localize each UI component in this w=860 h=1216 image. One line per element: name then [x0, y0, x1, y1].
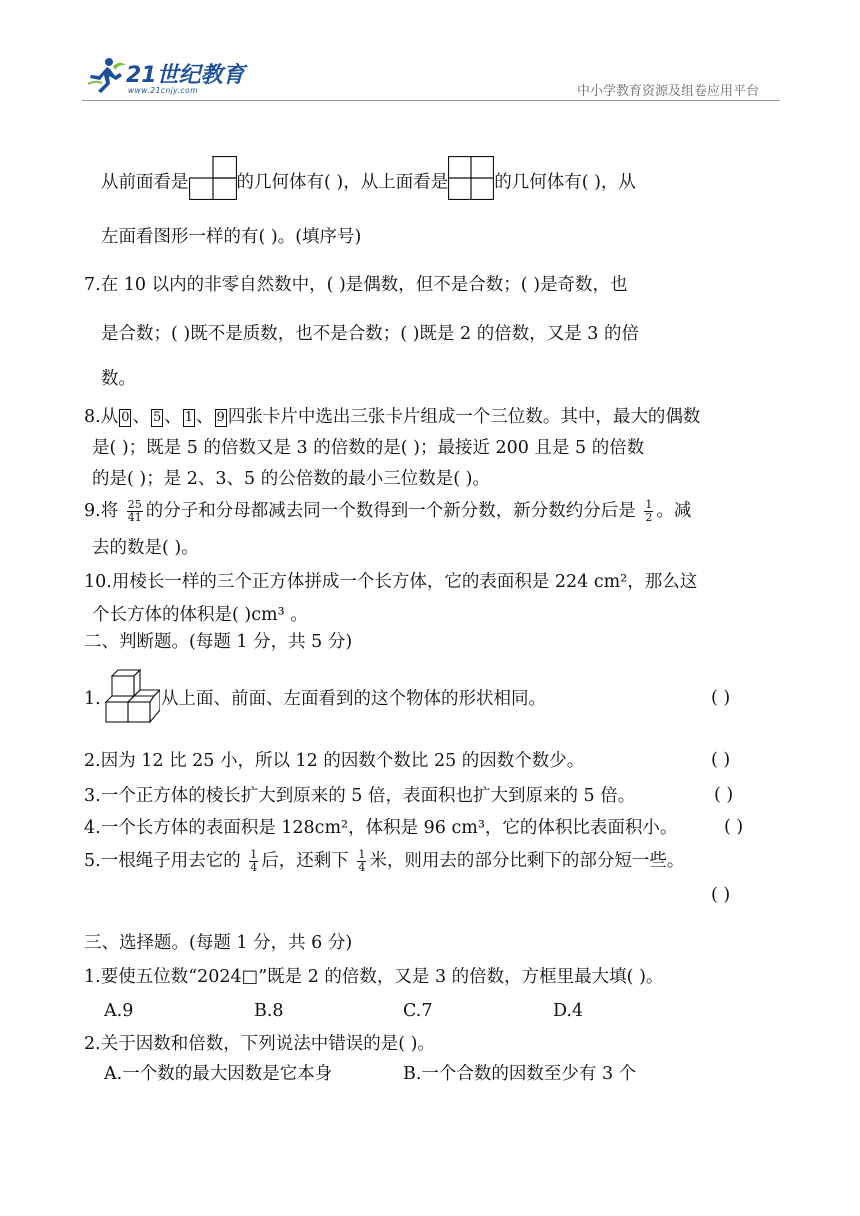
q8-line-2: 是( )；既是 5 的倍数又是 3 的倍数的是( )；最接近 200 且是 5 的倍数 — [92, 438, 645, 458]
q8-line-1: 8.从 0 、 5 、 1 、 9 四张卡片中选出三张卡片组成一个三位数。其中，最大的偶数 — [84, 407, 701, 427]
front-view-grid-icon — [189, 156, 237, 200]
fraction-1-2: $\frac{1}{2}$ — [645, 498, 653, 524]
judge-q1: 1. — [84, 689, 101, 709]
top-view-grid-icon — [448, 156, 494, 200]
answer-paren[interactable]: ( ) — [714, 785, 734, 805]
logo-url: www.21cnjy.com — [128, 86, 199, 95]
option-c[interactable]: C.7 — [403, 1001, 433, 1021]
header-rule — [82, 100, 780, 101]
q10-line-1: 10.用棱长一样的三个正方体拼成一个长方体，它的表面积是 224 cm²，那么这 — [84, 572, 698, 592]
q7-line-1: 7.在 10 以内的非零自然数中，( )是偶数，但不是合数；( )是奇数，也 — [84, 275, 628, 295]
q8-line-3: 的是( )；是 2、3、5 的公倍数的最小三位数是( )。 — [92, 469, 490, 489]
option-b[interactable]: B.一个合数的因数至少有 3 个 — [403, 1064, 637, 1084]
choice-q2: 2.关于因数和倍数，下列说法中错误的是( )。 — [84, 1034, 435, 1054]
section-2-title: 二、判断题。(每题 1 分，共 5 分) — [84, 632, 353, 652]
q9-line-1: 9.将 $\frac{25}{41}$ 的分子和分母都减去同一个数得到一个新分数，新分数约分后是 $\frac{1}{2}$ 。减 — [84, 498, 692, 524]
option-a[interactable]: A.一个数的最大因数是它本身 — [104, 1064, 333, 1084]
q7-line-2: 是合数；( )既不是质数，也不是合数；( )既是 2 的倍数，又是 3 的倍 — [101, 324, 639, 344]
digit-card: 0 — [121, 410, 130, 425]
judge-q5: 5.一根绳子用去它的 $\frac{1}{4}$ 后，还剩下 $\frac{1}{4}$ 米，则用去的部分比剩下的部分短一些。 — [84, 848, 685, 874]
option-d[interactable]: D.4 — [553, 1001, 584, 1021]
judge-q1-text: 从上面、前面、左面看到的这个物体的形状相同。 — [161, 689, 546, 709]
choice-q1: 1.要使五位数“2024□”既是 2 的倍数，又是 3 的倍数，方框里最大填( )。 — [84, 967, 664, 987]
digit-card: 5 — [152, 410, 162, 425]
answer-paren[interactable]: ( ) — [711, 750, 731, 770]
answer-paren[interactable]: ( ) — [711, 688, 731, 708]
stacked-cubes-icon — [102, 668, 160, 724]
logo-text: 21世纪教育 — [126, 63, 245, 88]
answer-paren[interactable]: ( ) — [711, 885, 731, 905]
logo — [86, 56, 245, 96]
section-3-title: 三、选择题。(每题 1 分，共 6 分) — [84, 933, 353, 953]
answer-paren[interactable]: ( ) — [724, 817, 744, 837]
digit-card: 1 — [184, 410, 194, 425]
fraction-1-4: $\frac{1}{4}$ — [358, 848, 366, 874]
judge-q4: 4.一个长方体的表面积是 128cm²，体积是 96 cm³，它的体积比表面积小。 — [84, 818, 678, 838]
digit-card: 9 — [216, 410, 225, 425]
runner-logo-icon — [86, 56, 126, 94]
q7-line-3: 数。 — [101, 369, 136, 389]
fraction-25-41: $\frac{25}{41}$ — [127, 498, 142, 524]
q10-line-2: 个长方体的体积是( )cm³ 。 — [92, 605, 308, 625]
q6-line-1: 从前面看是 的几何体有( )，从上面看是 的几何体有( )，从 — [101, 166, 636, 200]
fraction-1-4: $\frac{1}{4}$ — [250, 848, 258, 874]
option-b[interactable]: B.8 — [254, 1001, 284, 1021]
q6-line-2: 左面看图形一样的有( )。(填序号) — [101, 227, 362, 247]
judge-q3: 3.一个正方体的棱长扩大到原来的 5 倍，表面积也扩大到原来的 5 倍。 — [84, 786, 636, 806]
judge-q2: 2.因为 12 比 25 小，所以 12 的因数个数比 25 的因数个数少。 — [84, 751, 585, 771]
platform-name: 中小学教育资源及组卷应用平台 — [577, 84, 760, 99]
option-a[interactable]: A.9 — [104, 1001, 134, 1021]
q9-line-2: 去的数是( )。 — [92, 538, 199, 558]
